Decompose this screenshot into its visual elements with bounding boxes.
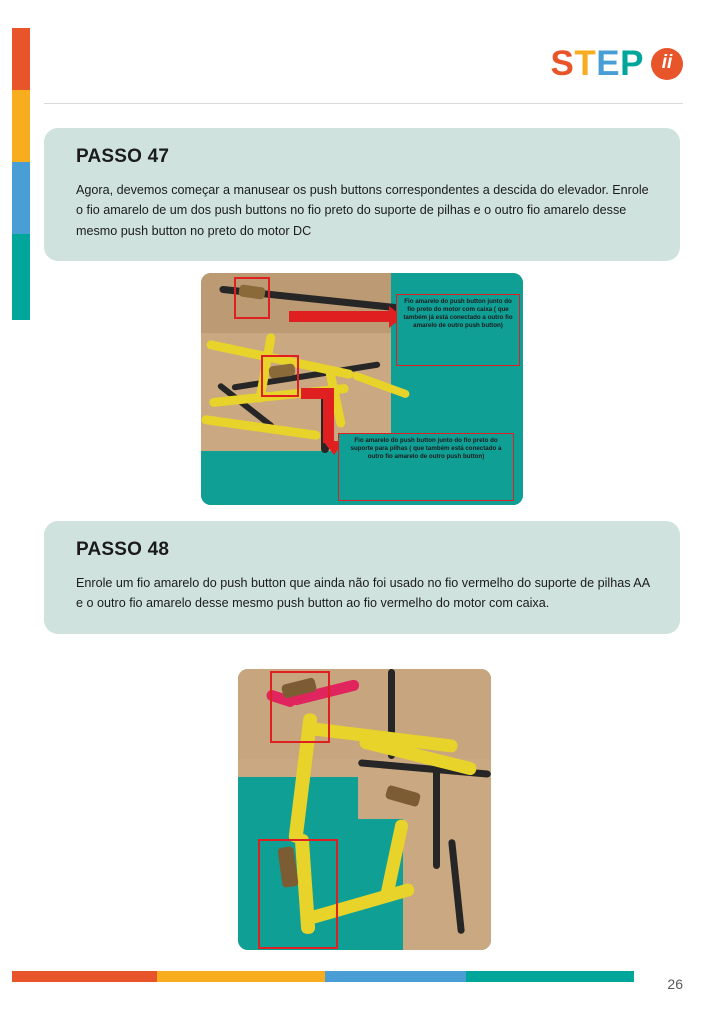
- step-body-48: Enrole um fio amarelo do push button que ainda não foi usado no fio vermelho do suporte de pilhas AA e o outro fio amarelo desse mesmo push button ao fio vermelho do motor com caixa.: [76, 576, 650, 611]
- highlight-box-bottom-2: [258, 839, 338, 949]
- logo-letter-p: P: [620, 44, 644, 83]
- step-48-photo-content: [238, 669, 491, 950]
- highlight-box-middle: [261, 355, 299, 397]
- page-number: 26: [667, 976, 683, 992]
- color-band-teal: [12, 234, 30, 320]
- logo-letter-s: S: [550, 44, 575, 83]
- footer-band-orange: [12, 971, 157, 982]
- highlight-box-top-2: [270, 671, 330, 743]
- step-card-47: [44, 128, 680, 261]
- bottom-color-bar: [12, 971, 634, 982]
- arrow-line-top: [289, 311, 389, 322]
- step-47-annotation-2: Fio amarelo do push button junto do fio preto do suporte para pilhas ( que também está conectado a outro fio amarelo de outro push button): [338, 433, 514, 501]
- arrow-stem-middle: [323, 388, 334, 443]
- brand-logo-text: [551, 46, 644, 81]
- step-47-annotation-1: Fio amarelo do push button junto do fio preto do motor com caixa ( que também já está conectado a outro fio amarelo de outro push button): [396, 294, 520, 366]
- footer-band-blue: [325, 971, 466, 982]
- footer-band-teal: [466, 971, 634, 982]
- step-card-48: [44, 521, 680, 634]
- step-48-photo: [238, 669, 491, 950]
- color-band-blue: [12, 162, 30, 234]
- black-wire-c: [433, 769, 440, 869]
- logo-circle-icon: ii: [651, 48, 683, 80]
- step-body-47: Agora, devemos começar a manusear os push buttons correspondentes a descida do elevador. Enrole o fio amarelo de um dos push buttons no fio preto do suporte de pilhas e o outro fio amarelo desse mesmo push button no preto do motor DC: [76, 183, 649, 238]
- step-title-47: PASSO 47: [76, 146, 170, 167]
- color-band-orange: [12, 28, 30, 90]
- brand-logo: [551, 46, 683, 81]
- step-title-48: PASSO 48: [76, 539, 170, 560]
- logo-letter-t: T: [574, 44, 597, 83]
- left-color-bar: [12, 28, 30, 320]
- color-band-yellow: [12, 90, 30, 162]
- footer-band-yellow: [157, 971, 325, 982]
- logo-letter-e: E: [596, 44, 621, 83]
- highlight-box-top: [234, 277, 270, 319]
- header-divider: [44, 103, 683, 104]
